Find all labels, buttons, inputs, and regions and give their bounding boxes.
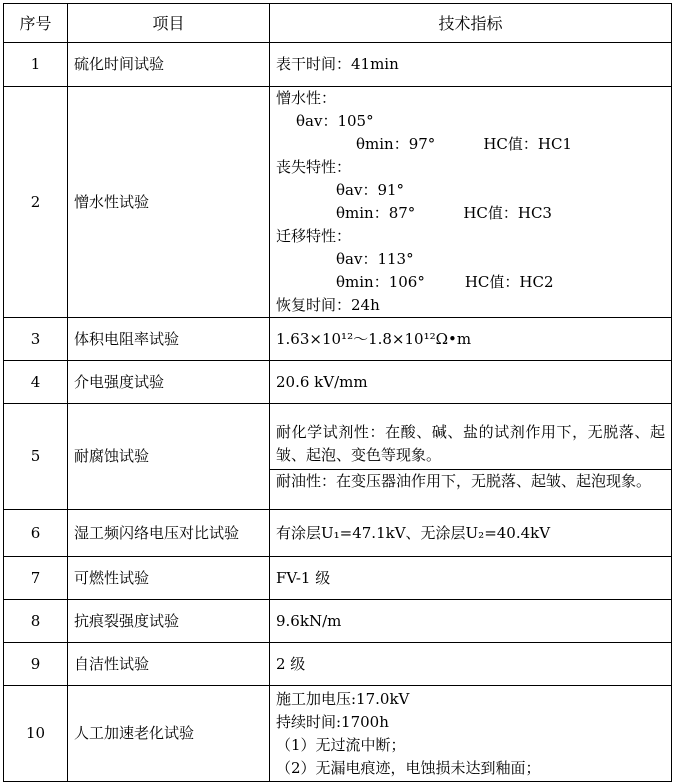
row-spec (270, 404, 672, 510)
row-spec: 20.6 kV/mm (270, 361, 672, 404)
table-row (4, 510, 672, 557)
row-spec: 1.63×10¹²～1.8×10¹²Ω•m (270, 318, 672, 361)
row-spec: 表干时间：41min (270, 43, 672, 87)
loss-hc: HC值：HC3 (463, 204, 552, 222)
header-row (4, 4, 672, 43)
row-spec: FV-1 级 (270, 557, 672, 600)
row-no: 8 (4, 600, 68, 643)
row-no: 1 (4, 43, 68, 87)
loss-avg: θav：91° (336, 181, 405, 199)
row-item: 湿工频闪络电压对比试验 (68, 510, 270, 557)
header-no: 序号 (4, 4, 68, 43)
row-item: 体积电阻率试验 (68, 318, 270, 361)
table-row (4, 643, 672, 686)
row-item: 人工加速老化试验 (68, 686, 270, 782)
spec-table-wrapper (3, 3, 672, 782)
row-item: 介电强度试验 (68, 361, 270, 404)
header-item: 项目 (68, 4, 270, 43)
hydrophobic-min: θmin：97° (356, 135, 436, 153)
row-item: 抗痕裂强度试验 (68, 600, 270, 643)
migration-min: θmin：106° (336, 273, 425, 291)
row-no: 2 (4, 87, 68, 318)
result-1: （1）无过流中断； (276, 735, 406, 754)
row-spec: 有涂层U₁=47.1kV、无涂层U₂=40.4kV (270, 510, 672, 557)
table-row (4, 557, 672, 600)
oil-resistance: 耐油性：在变压器油作用下，无脱落、起皱、起泡现象。 (276, 471, 652, 490)
table-row (4, 404, 672, 510)
row-no: 5 (4, 404, 68, 510)
row-spec (270, 686, 672, 782)
hydrophobic-avg: θav：105° (296, 112, 374, 130)
table-row (4, 686, 672, 782)
row-no: 6 (4, 510, 68, 557)
table-row (4, 318, 672, 361)
row-no: 3 (4, 318, 68, 361)
row-no: 10 (4, 686, 68, 782)
hydrophobic-title: 憎水性： (276, 89, 337, 107)
test-voltage: 施工加电压:17.0kV (276, 689, 410, 708)
row-no: 9 (4, 643, 68, 686)
row-no: 4 (4, 361, 68, 404)
row-item: 可燃性试验 (68, 557, 270, 600)
row-item: 自洁性试验 (68, 643, 270, 686)
hydrophobic-hc: HC值：HC1 (483, 135, 572, 153)
chemical-resistance: 耐化学试剂性：在酸、碱、盐的试剂作用下，无脱落、起皱、起泡、变色等现象。 (276, 422, 665, 464)
migration-title: 迁移特性： (276, 227, 352, 245)
table-row (4, 43, 672, 87)
recovery-time: 恢复时间：24h (276, 296, 380, 314)
row-spec: 9.6kN/m (270, 600, 672, 643)
spec-table (3, 3, 672, 782)
row-spec: 2 级 (270, 643, 672, 686)
header-spec: 技术指标 (270, 4, 672, 43)
row-item: 耐腐蚀试验 (68, 404, 270, 510)
migration-hc: HC值：HC2 (464, 273, 554, 291)
migration-avg: θav：113° (336, 250, 414, 268)
row-no: 7 (4, 557, 68, 600)
loss-min: θmin：87° (336, 204, 416, 222)
row-item: 憎水性试验 (68, 87, 270, 318)
loss-title: 丧失特性： (276, 158, 352, 176)
row-spec (270, 87, 672, 318)
table-row (4, 600, 672, 643)
row-item: 硫化时间试验 (68, 43, 270, 87)
table-row (4, 87, 672, 318)
test-duration: 持续时间:1700h (276, 712, 389, 731)
table-row (4, 361, 672, 404)
result-2: （2）无漏电痕迹，电蚀损未达到釉面； (276, 758, 541, 777)
